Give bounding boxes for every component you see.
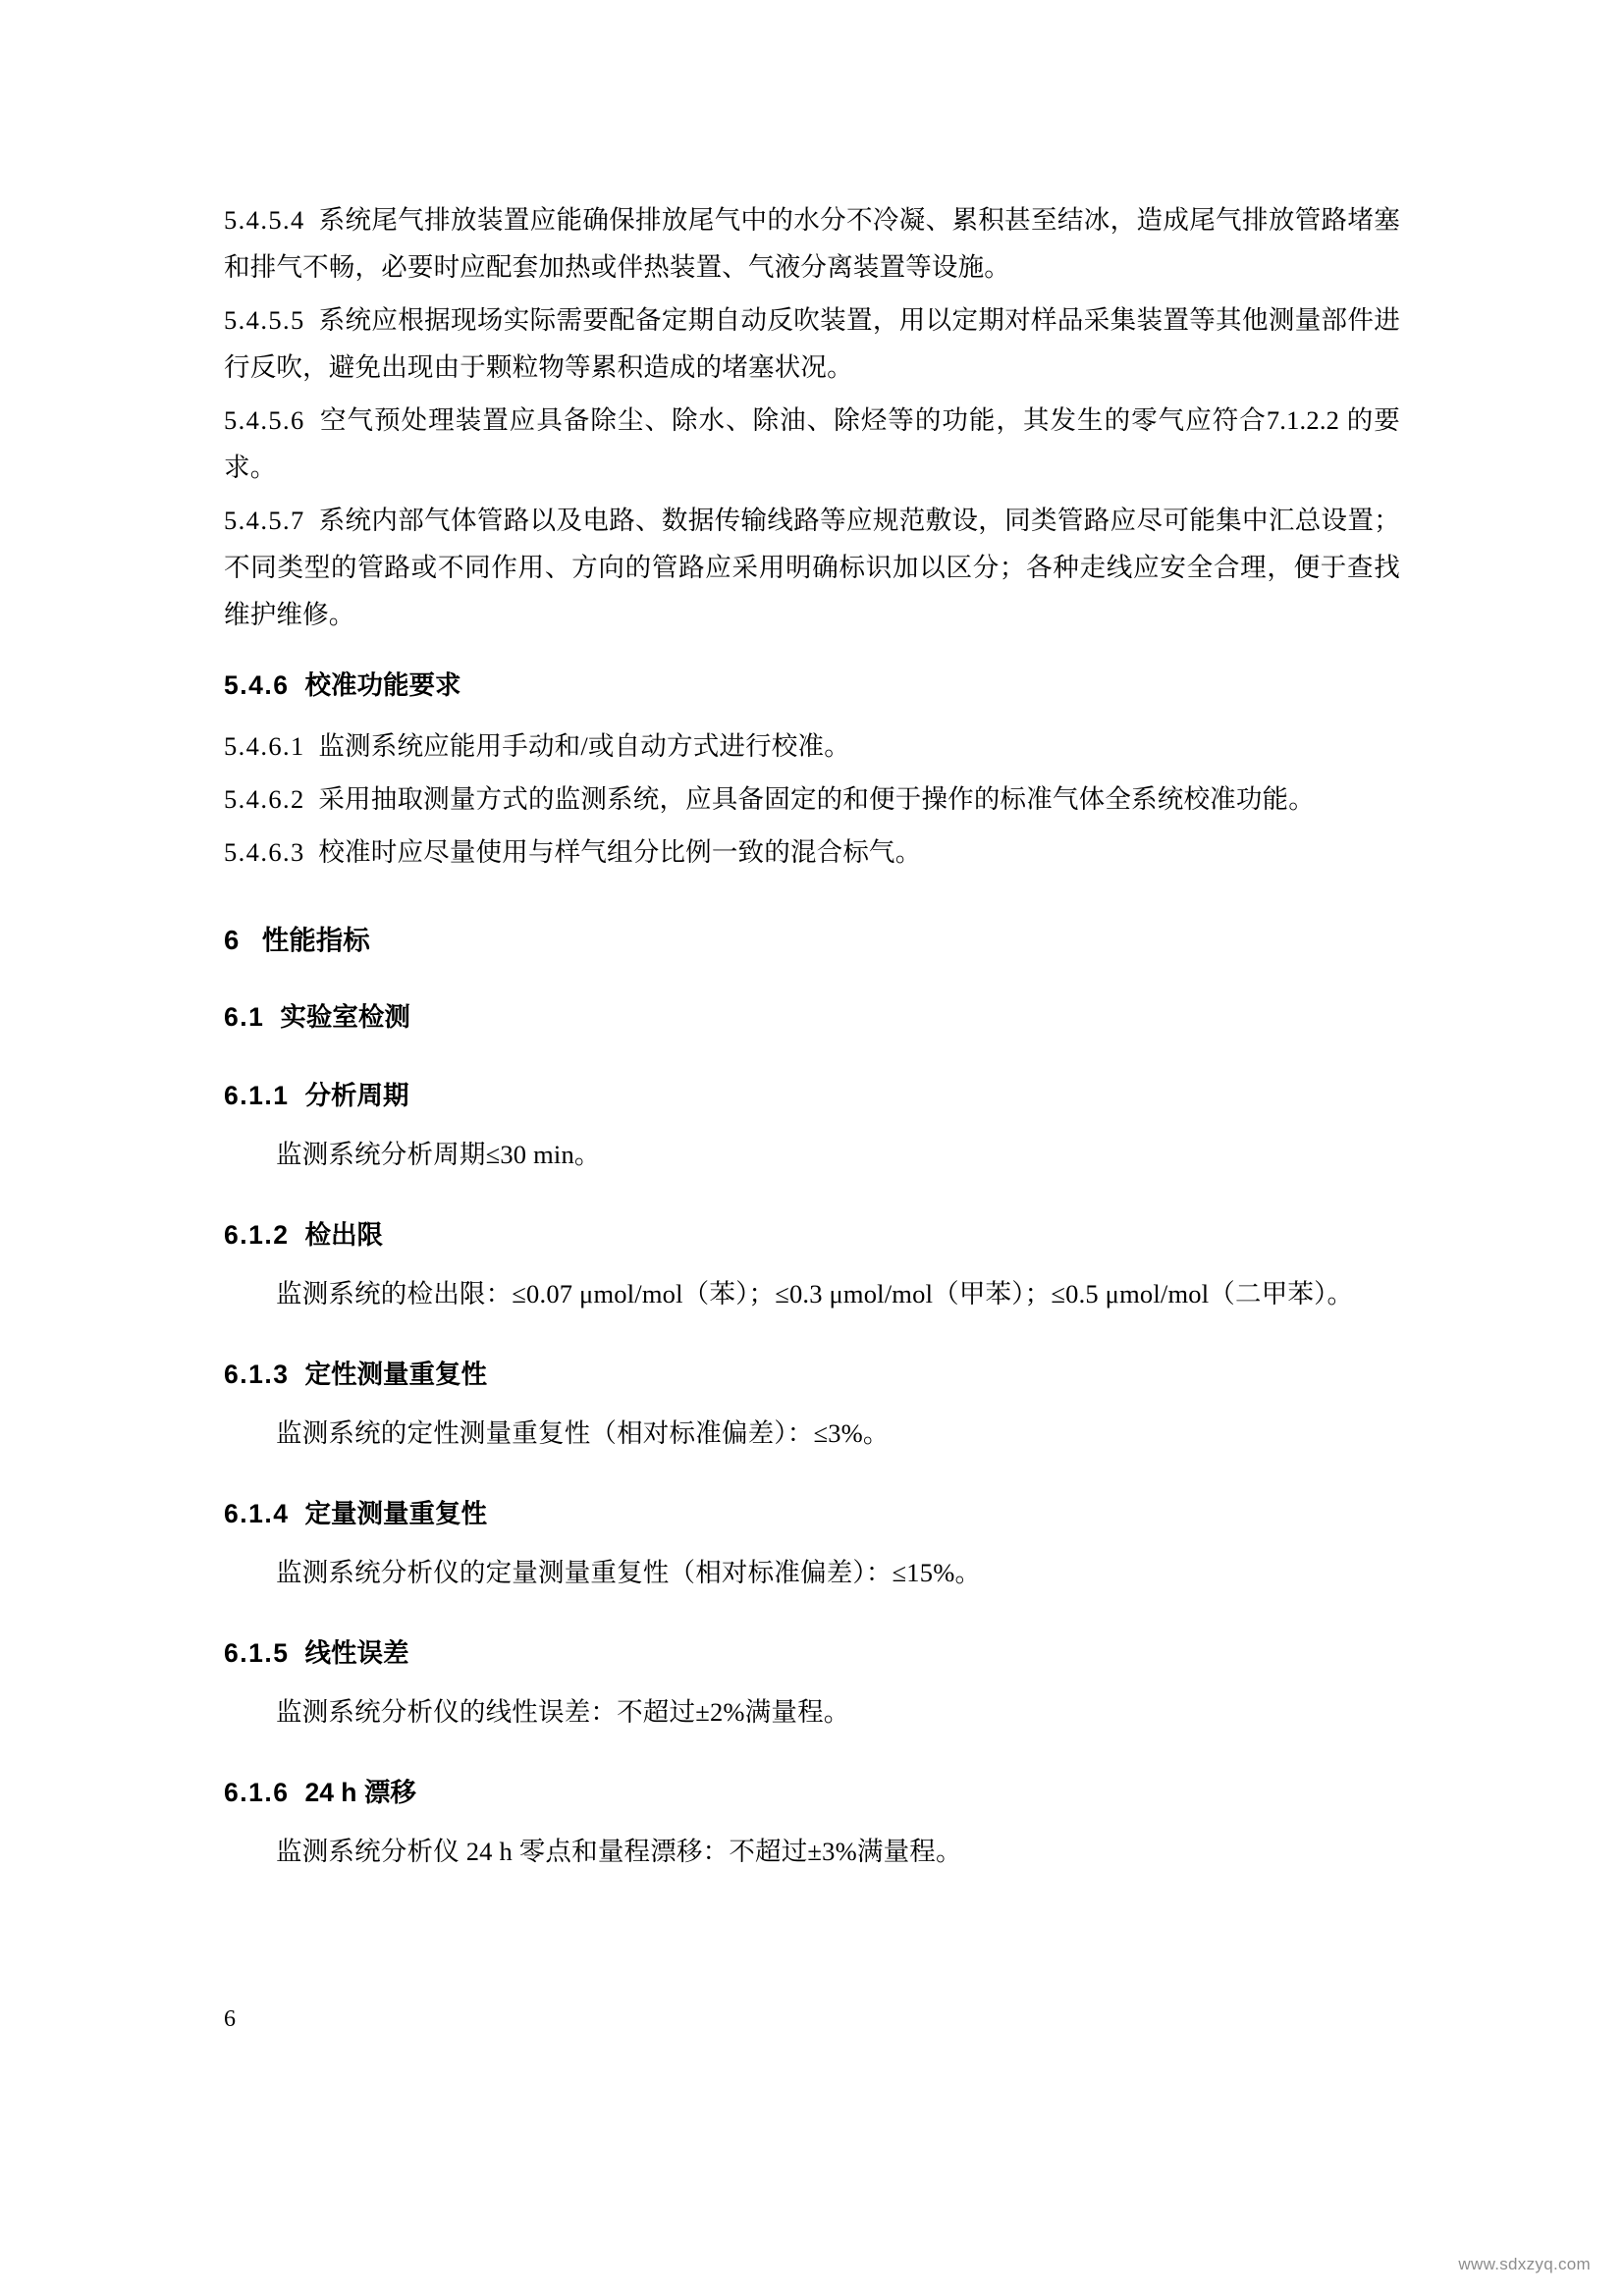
clause-text: 系统内部气体管路以及电路、数据传输线路等应规范敷设，同类管路应尽可能集中汇总设置；不同类型的管路或不同作用、方向的管路应采用明确标识加以区分；各种走线应安全合理，便于查找维护维修。 [224, 506, 1400, 629]
clause-paragraph [224, 397, 1400, 491]
clause-paragraph [224, 497, 1400, 638]
heading-title: 实验室检测 [280, 1002, 410, 1032]
subsection-body: 监测系统的检出限：≤0.07 μmol/mol（苯）；≤0.3 μmol/mol（甲苯）；≤0.5 μmol/mol（二甲苯）。 [276, 1279, 1354, 1308]
page-content [224, 196, 1400, 1875]
heading-title: 线性误差 [304, 1638, 409, 1668]
clause-number: 5.4.6.3 [224, 837, 305, 867]
heading-number: 6.1.2 [224, 1220, 290, 1250]
heading-6-1-6 [224, 1771, 1400, 1814]
clause-text: 采用抽取测量方式的监测系统，应具备固定的和便于操作的标准气体全系统校准功能。 [318, 784, 1315, 814]
clause-text: 系统尾气排放装置应能确保排放尾气中的水分不冷凝、累积甚至结冰，造成尾气排放管路堵塞和排气不畅，必要时应配套加热或伴热装置、气液分离装置等设施。 [224, 205, 1400, 282]
heading-number: 6.1.1 [224, 1081, 290, 1110]
heading-title: 检出限 [304, 1220, 383, 1250]
heading-title: 定量测量重复性 [304, 1499, 487, 1528]
clause-number: 5.4.6.2 [224, 784, 305, 814]
heading-number: 6.1.4 [224, 1499, 290, 1528]
clause-number: 5.4.6.1 [224, 731, 305, 761]
clause-text: 系统应根据现场实际需要配备定期自动反吹装置，用以定期对样品采集装置等其他测量部件进行反吹，避免出现由于颗粒物等累积造成的堵塞状况。 [224, 305, 1400, 382]
clause-text: 监测系统应能用手动和/或自动方式进行校准。 [318, 731, 850, 761]
heading-5-4-6 [224, 664, 1400, 707]
heading-6-1-5 [224, 1631, 1400, 1675]
heading-section-6 [224, 919, 1400, 962]
heading-title: 分析周期 [304, 1081, 409, 1110]
heading-number: 6.1.3 [224, 1360, 290, 1389]
heading-6-1-3 [224, 1353, 1400, 1396]
heading-number: 6 [224, 925, 241, 955]
heading-number: 6.1 [224, 1002, 265, 1032]
subsection-body: 监测系统分析仪 24 h 零点和量程漂移：不超过±3%满量程。 [276, 1837, 962, 1866]
heading-title: 定性测量重复性 [304, 1360, 487, 1389]
clause-text: 空气预处理装置应具备除尘、除水、除油、除烃等的功能，其发生的零气应符合7.1.2.2 的要求。 [224, 405, 1400, 482]
heading-number: 5.4.6 [224, 670, 290, 700]
clause-paragraph [224, 775, 1400, 823]
clause-paragraph [224, 296, 1400, 391]
subsection-body: 监测系统分析仪的线性误差：不超过±2%满量程。 [276, 1697, 850, 1727]
subsection-body: 监测系统分析仪的定量测量重复性（相对标准偏差）：≤15%。 [276, 1558, 982, 1587]
clause-number: 5.4.5.5 [224, 305, 305, 335]
heading-6-1-4 [224, 1492, 1400, 1535]
heading-title: 校准功能要求 [304, 670, 461, 700]
clause-paragraph [224, 196, 1400, 291]
clause-text: 校准时应尽量使用与样气组分比例一致的混合标气。 [318, 837, 922, 867]
heading-number: 6.1.6 [224, 1778, 290, 1807]
subsection-body: 监测系统分析周期≤30 min。 [276, 1140, 601, 1169]
heading-6-1-2 [224, 1213, 1400, 1256]
heading-title: 性能指标 [261, 925, 370, 955]
clause-paragraph [224, 722, 1400, 770]
clause-number: 5.4.5.7 [224, 506, 305, 535]
clause-number: 5.4.5.4 [224, 205, 305, 235]
subsection-body: 监测系统的定性测量重复性（相对标准偏差）：≤3%。 [276, 1418, 890, 1448]
clause-number: 5.4.5.6 [224, 405, 305, 435]
heading-6-1-1 [224, 1074, 1400, 1117]
heading-number: 6.1.5 [224, 1638, 290, 1668]
clause-paragraph [224, 828, 1400, 876]
heading-section-6-1 [224, 995, 1400, 1039]
watermark: www.sdxzyq.com [1458, 2255, 1591, 2273]
page-number: 6 [224, 2006, 236, 2032]
heading-title: 24 h 漂移 [304, 1778, 416, 1807]
